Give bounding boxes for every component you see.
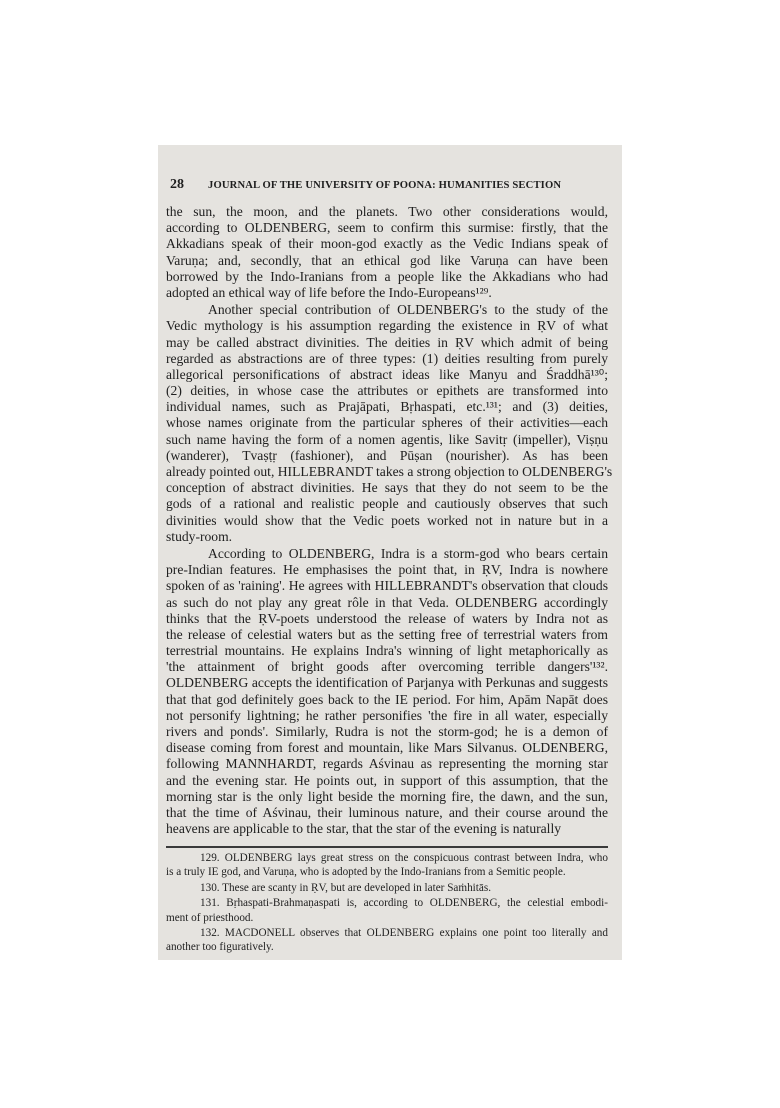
text-line: morning star is the only light beside the morning fire, the dawn, and the sun, bbox=[166, 788, 608, 804]
text-line: Vedic mythology is his assumption regarding the existence in ṚV of what bbox=[166, 318, 608, 334]
footnote bbox=[166, 851, 608, 880]
text-line: terrestrial mountains. He explains Indra's winning of light metaphorically as bbox=[166, 643, 608, 659]
text-line: (wanderer), Tvaṣṭṛ (fashioner), and Pūṣan (nourisher). As has been bbox=[166, 447, 608, 463]
text-line: that the time of Aśvinau, their luminous nature, and their course around the bbox=[166, 804, 608, 820]
text-line: that that god definitely goes back to the IE period. For him, Apām Napāt does bbox=[166, 691, 608, 707]
text-line: Another special contribution of OLDENBERG's to the study of the bbox=[208, 302, 608, 318]
footnote-rule bbox=[166, 846, 608, 848]
text-line: the sun, the moon, and the planets. Two other considerations would, bbox=[166, 204, 608, 219]
page-number: 28 bbox=[170, 177, 184, 192]
text-line: pre-Indian features. He emphasises the point that, in ṚV, Indra is nowhere bbox=[166, 562, 608, 578]
text-line: Akkadians speak of their moon-god exactly as the Vedic Indians speak of bbox=[166, 236, 608, 252]
text-line: (2) deities, in whose case the attributes or epithets are transformed into bbox=[166, 383, 608, 399]
footnote bbox=[166, 896, 608, 925]
text-line: is a truly IE god, and Varuṇa, who is adopted by the Indo-Iranians from a Semitic people. bbox=[166, 866, 566, 879]
text-line: adopted an ethical way of life before the Indo-Europeans¹²⁹. bbox=[166, 284, 492, 300]
text-line: not personify lightning; he rather personifies 'the fire in all water, especially bbox=[166, 707, 608, 723]
text-line: OLDENBERG accepts the identification of Parjanya with Perkunas and suggests bbox=[166, 675, 608, 691]
text-line: may be called abstract divinities. The deities in ṚV which admit of being bbox=[166, 334, 608, 350]
text-line: 129. OLDENBERG lays great stress on the conspicuous contrast between Indra, who bbox=[200, 852, 608, 864]
scanned-page bbox=[158, 145, 622, 960]
text-line: and the evening star. He points out, in support of this assumption, that the bbox=[166, 772, 608, 788]
text-line: already pointed out, HILLEBRANDT takes a strong objection to OLDENBERG's bbox=[166, 464, 613, 479]
text-line: allegorical personifications of abstract ideas like Manyu and Śraddhā¹³⁰; bbox=[166, 366, 608, 382]
text-line: according to OLDENBERG, seem to confirm this surmise: firstly, that the bbox=[166, 220, 608, 236]
text-line: heavens are applicable to the star, that the star of the evening is naturally bbox=[166, 821, 562, 837]
footnote bbox=[166, 881, 608, 895]
paragraph bbox=[166, 204, 608, 301]
running-header bbox=[170, 175, 612, 193]
text-line: borrowed by the Indo-Iranians from a people like the Akkadians who had bbox=[166, 268, 608, 284]
paragraph bbox=[166, 546, 608, 837]
text-line: gods of a rational and realistic people and cautiously observes that such bbox=[166, 496, 608, 512]
text-line: the release of celestial waters but as the setting free of terrestrial waters from bbox=[166, 626, 608, 642]
text-line: whose names originate from the particular spheres of their activities—each bbox=[166, 415, 608, 431]
text-line: individual names, such as Prajāpati, Bṛhaspati, etc.¹³¹; and (3) deities, bbox=[166, 399, 608, 415]
text-line: following MANNHARDT, regards Aśvinau as representing the morning star bbox=[166, 756, 608, 772]
footnote bbox=[166, 926, 608, 955]
text-line: 130. These are scanty in ṚV, but are developed in later Saṁhitās. bbox=[200, 881, 492, 894]
text-line: study-room. bbox=[166, 528, 233, 544]
text-line: regarded as abstractions are of three types: (1) deities resulting from purely bbox=[166, 350, 608, 366]
text-line: 131. Bṛhaspati-Brahmaṇaspati is, according to OLDENBERG, the celestial embodi- bbox=[200, 897, 608, 910]
text-line: 132. MACDONELL observes that OLDENBERG explains one point too literally and bbox=[200, 926, 608, 939]
text-line: such name having the form of a nomen agentis, like Savitṛ (impeller), Viṣṇu bbox=[166, 431, 608, 447]
text-line: 'the attainment of bright goods after overcoming terrible dangers'¹³². bbox=[166, 659, 608, 675]
paragraph bbox=[166, 302, 613, 545]
text-line: Varuṇa; and, secondly, that an ethical god like Varuṇa can have been bbox=[166, 252, 608, 268]
body-text bbox=[166, 204, 613, 838]
text-line: disease coming from forest and mountain, like Mars Silvanus. OLDENBERG, bbox=[166, 740, 608, 756]
footnotes bbox=[166, 851, 608, 956]
text-line: conception of abstract divinities. He says that they do not seem to be the bbox=[166, 480, 608, 496]
text-line: According to OLDENBERG, Indra is a storm-god who bears certain bbox=[208, 545, 608, 561]
text-line: thinks that the ṚV-poets understood the release of waters by Indra not as bbox=[166, 610, 608, 626]
text-line: divinities would show that the Vedic poets worked not in nature but in a bbox=[166, 512, 608, 528]
text-line: rivers and ponds'. Similarly, Rudra is not the storm-god; he is a demon of bbox=[166, 724, 608, 739]
text-line: ment of priesthood. bbox=[166, 911, 254, 924]
text-line: spoken of as 'raining'. He agrees with HILLEBRANDT's observation that clouds bbox=[166, 578, 608, 594]
text-line: another too figuratively. bbox=[166, 941, 274, 954]
text-line: as such do not play any great rôle in that Veda. OLDENBERG accordingly bbox=[166, 594, 608, 610]
journal-title: JOURNAL OF THE UNIVERSITY OF POONA: HUMANITIES SECTION bbox=[208, 180, 562, 191]
